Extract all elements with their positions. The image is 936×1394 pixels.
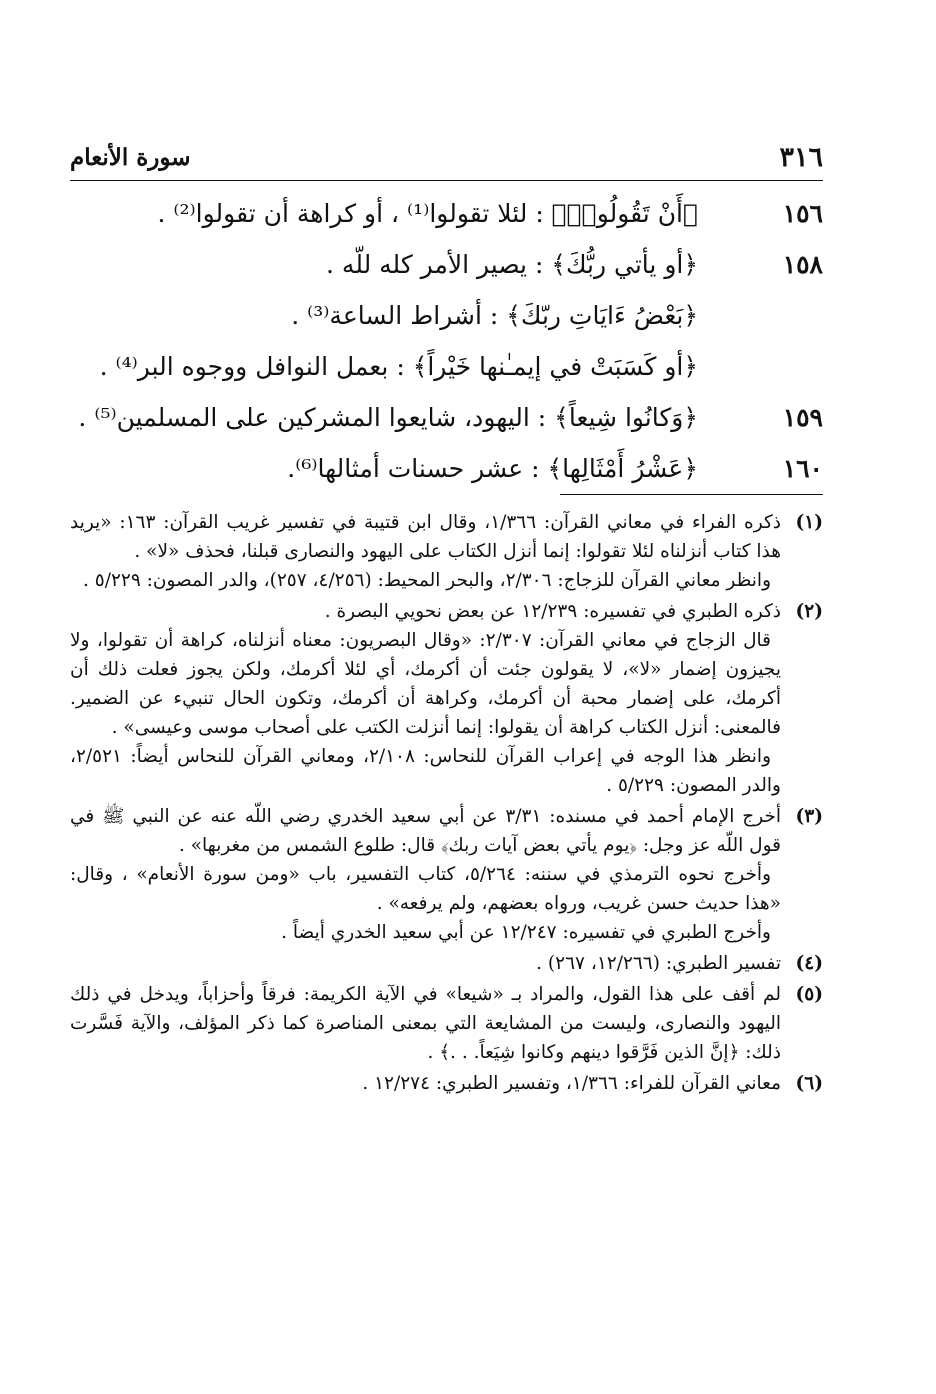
footnote-paragraph: أخرج الإمام أحمد في مسنده: ٣/٣١ عن أبي سعيد الخدري رضي اللّه عنه عن النبي ﷺ في قول اللّه عز وجل: ﴿يوم يأتي بعض آيات ربك﴾ قال: طلوع الشمس من مغربها» .: [70, 806, 781, 856]
footnote-marker: (٥): [795, 984, 823, 1005]
footnote-marker: (٢): [795, 601, 823, 622]
footnote-marker: (٦): [795, 1073, 823, 1094]
footnote-marker: (٤): [795, 953, 823, 974]
page-header: [70, 140, 823, 181]
footnote-paragraph: لم أقف على هذا القول، والمراد بـ «شيعا» في الآية الكريمة: فرقاً وأحزاباً، ويدخل في ذلك اليهود والنصارى، وليست من المشايعة التي بمعنى المناصرة كما ذكر المؤلف، والآية فَسَّرت ذلك: ﴿إنَّ الذين فَرَّقوا دينهم وكانوا شِيَعاً. . .﴾ .: [70, 984, 781, 1063]
footnote-paragraph: قال الزجاج في معاني القرآن: ٢/٣٠٧: «وقال البصريون: معناه أنزلناه، كراهة أن تقولوا، ولا يجيزون إضمار «لا»، لا يقولون جئت أن أكرمك، أي لئلا أكرمك، ولكن يجوز فعلت ذلك أن أكرمك، على إضمار محبة أن أكرمك، وكراهة أن أكرمك، وتكون الحال تنبيء عن الضمير. فالمعنى: أنزل الكتاب كراهة أن يقولوا: إنما أنزلت الكتب على أصحاب موسى وعيسى» .: [70, 630, 781, 738]
verse-row: [70, 443, 823, 494]
surah-title: سورة الأنعام: [70, 144, 191, 171]
footnote: [70, 508, 823, 595]
verse-row: [70, 341, 823, 392]
verse-gloss: ﴿بَعْضُ ءَايَاتِ ربّكَ﴾ : أشراط الساعة⁽³⁾ .: [291, 301, 698, 330]
footnote-paragraph: وأخرج الطبري في تفسيره: ١٢/٢٤٧ عن أبي سعيد الخدري أيضاً .: [281, 922, 771, 943]
page-number: ٣١٦: [779, 142, 823, 173]
footnote: [70, 802, 823, 947]
footnote-paragraph: وأخرج نحوه الترمذي في سننه: ٥/٢٦٤، كتاب التفسير، باب «ومن سورة الأنعام» ، وقال: «هذا حديث حسن غريب، ورواه بعضهم، ولم يرفعه» .: [70, 864, 781, 914]
verse-row: [70, 290, 823, 341]
footnote: [70, 1069, 823, 1098]
footnote: [70, 980, 823, 1067]
footnote-marker: (٣): [795, 806, 823, 827]
footnote-marker: (١): [795, 512, 823, 533]
footnote-paragraph: ذكره الفراء في معاني القرآن: ١/٣٦٦، وقال ابن قتيبة في تفسير غريب القرآن: ١٦٣: «يريد هذا كتاب أنزلناه لئلا تقولوا: إنما أنزل الكتاب على اليهود والنصارى قبلنا، فحذف «لا» .: [70, 512, 781, 562]
verse-glossary: [70, 188, 823, 494]
verse-gloss: ﴿أو يأتي ربُّكَ﴾ : يصير الأمر كله للّه .: [326, 250, 698, 279]
verse-gloss: ﴿عَشْرُ أَمْثَالِها﴾ : عشر حسنات أمثالها⁽⁶⁾.: [287, 454, 698, 483]
verse-row: [70, 239, 823, 290]
verse-gloss: ﴿أو كَسَبَتْ في إيمـٰنها خَيْراً﴾ : بعمل النوافل ووجوه البر⁽⁴⁾ .: [99, 352, 698, 381]
verse-gloss: ﴿أَنْ تَقُولُوا۟﴾ : لئلا تقولوا⁽¹⁾ ، أو كراهة أن تقولوا⁽²⁾ .: [157, 199, 698, 228]
footnote: [70, 597, 823, 800]
footnote-paragraph: وانظر معاني القرآن للزجاج: ٢/٣٠٦، والبحر المحيط: (٤/٢٥٦، ٢٥٧)، والدر المصون: ٥/٢٢٩ .: [83, 570, 771, 591]
footnote: [70, 949, 823, 978]
verse-number: ١٥٦: [782, 199, 823, 228]
footnote-paragraph: وانظر هذا الوجه في إعراب القرآن للنحاس: ٢/١٠٨، ومعاني القرآن للنحاس أيضاً: ٢/٥٢١، والدر المصون: ٥/٢٢٩ .: [70, 746, 781, 796]
footnote-divider: [560, 494, 823, 495]
footnote-paragraph: معاني القرآن للفراء: ١/٣٦٦، وتفسير الطبري: ١٢/٢٧٤ .: [362, 1073, 781, 1094]
verse-row: [70, 392, 823, 443]
verse-number: ١٥٩: [782, 403, 823, 432]
verse-gloss: ﴿وَكانُوا شِيعاً﴾ : اليهود، شايعوا المشركين على المسلمين⁽⁵⁾ .: [78, 403, 698, 432]
footnotes: [70, 508, 823, 1100]
verse-number: ١٦٠: [782, 454, 823, 483]
verse-number: ١٥٨: [782, 250, 823, 279]
footnote-paragraph: ذكره الطبري في تفسيره: ١٢/٢٣٩ عن بعض نحويي البصرة .: [324, 601, 781, 622]
verse-row: [70, 188, 823, 239]
footnote-paragraph: تفسير الطبري: (١٢/٢٦٦، ٢٦٧) .: [536, 953, 781, 974]
